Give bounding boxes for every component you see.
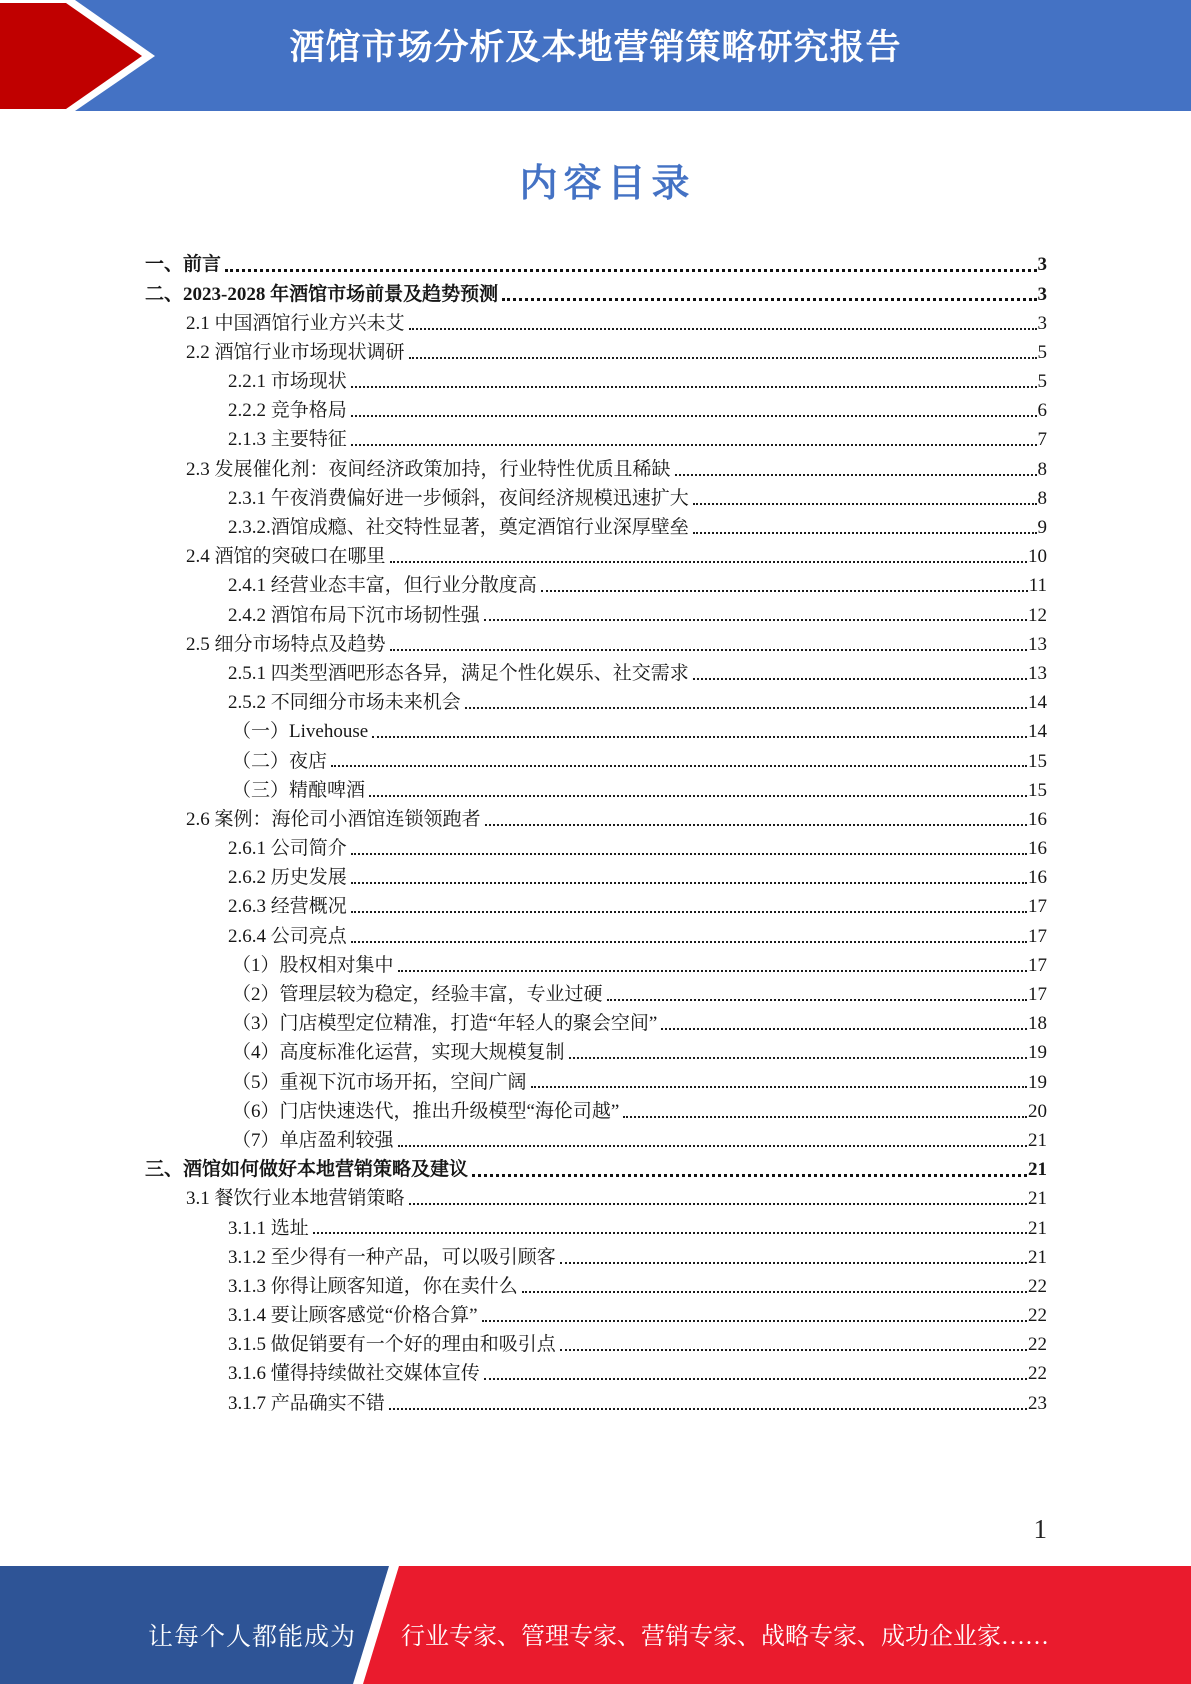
toc-row [0, 597, 1047, 626]
toc-page-number: 13 [1028, 633, 1047, 655]
toc-row [0, 1006, 1047, 1035]
toc-row [0, 656, 1047, 685]
toc-page-number: 21 [1028, 1159, 1047, 1181]
toc-entry-label: 2.2.1 市场现状 [228, 371, 347, 393]
toc-entry-label: （7）单店盈利较强 [232, 1129, 394, 1151]
toc-page-number: 21 [1028, 1188, 1047, 1210]
toc-row [0, 1064, 1047, 1093]
toc-dot-leader [485, 824, 1027, 826]
toc-row [0, 714, 1047, 743]
toc-row [0, 772, 1047, 801]
toc-page-number: 16 [1028, 867, 1047, 889]
toc-row [0, 1385, 1047, 1414]
report-title: 酒馆市场分析及本地营销策略研究报告 [289, 28, 902, 67]
toc-dot-leader [351, 882, 1027, 884]
toc-entry-label: 一、前言 [145, 254, 222, 276]
toc-entry-label: 2.5.2 不同细分市场未来机会 [228, 692, 461, 714]
toc-entry-label: 3.1.4 要让顾客感觉“价格合算” [228, 1305, 478, 1327]
toc-dot-leader [661, 1028, 1027, 1030]
toc-row [0, 860, 1047, 889]
toc-entry-label: 2.2 酒馆行业市场现状调研 [186, 341, 405, 363]
toc-dot-leader [502, 298, 1036, 301]
toc-page-number: 21 [1028, 1129, 1047, 1151]
toc-dot-leader [351, 941, 1027, 943]
toc-row [0, 802, 1047, 831]
toc-row [0, 539, 1047, 568]
toc-row [0, 335, 1047, 364]
toc-row [0, 568, 1047, 597]
toc-row [0, 743, 1047, 772]
toc-dot-leader [484, 619, 1027, 621]
toc-page-number: 17 [1028, 954, 1047, 976]
toc-row [0, 305, 1047, 334]
toc-dot-leader [482, 1320, 1027, 1322]
toc-dot-leader [390, 649, 1027, 651]
toc-entry-label: 2.3.2.酒馆成瘾、社交特性显著，奠定酒馆行业深厚壁垒 [228, 517, 689, 539]
toc-dot-leader [351, 386, 1037, 388]
toc-page-number: 8 [1037, 458, 1047, 480]
toc-page-number: 5 [1037, 371, 1047, 393]
toc-page-number: 19 [1028, 1042, 1047, 1064]
toc-entry-label: 2.6.3 经营概况 [228, 896, 347, 918]
toc-dot-leader [531, 1086, 1027, 1088]
toc-dot-leader [607, 999, 1027, 1001]
toc-page-number: 12 [1028, 604, 1047, 626]
toc-page-number: 17 [1028, 925, 1047, 947]
toc-dot-leader [351, 911, 1027, 913]
toc-entry-label: （三）精酿啤酒 [232, 779, 366, 801]
toc-row [0, 626, 1047, 655]
toc-page-number: 6 [1037, 400, 1047, 422]
toc-dot-leader [389, 1408, 1027, 1410]
toc-entry-label: 2.4.2 酒馆布局下沉市场韧性强 [228, 604, 480, 626]
toc-row [0, 1181, 1047, 1210]
toc-page-number: 20 [1028, 1100, 1047, 1122]
toc-entry-label: 3.1.7 产品确实不错 [228, 1392, 385, 1414]
toc-entry-label: 3.1.5 做促销要有一个好的理由和吸引点 [228, 1334, 556, 1356]
toc-dot-leader [351, 444, 1037, 446]
toc-row [0, 422, 1047, 451]
toc-row [0, 1035, 1047, 1064]
toc-entry-label: 2.5 细分市场特点及趋势 [186, 633, 386, 655]
toc-page-number: 18 [1028, 1013, 1047, 1035]
toc-row [0, 481, 1047, 510]
toc-row [0, 685, 1047, 714]
toc-dot-leader [693, 503, 1037, 505]
toc-row [0, 918, 1047, 947]
toc-page-number: 15 [1028, 779, 1047, 801]
toc-dot-leader [372, 736, 1027, 738]
toc-page-number: 22 [1028, 1305, 1047, 1327]
footer-slogan-right: 行业专家、管理专家、营销专家、战略专家、成功企业家…… [401, 1624, 1049, 1650]
toc-page-number: 17 [1028, 896, 1047, 918]
toc-dot-leader [409, 357, 1037, 359]
toc-dot-leader [331, 765, 1027, 767]
footer [0, 1566, 1191, 1684]
toc-entry-label: （2）管理层较为稳定，经验丰富，专业过硬 [232, 984, 603, 1006]
toc-row [0, 889, 1047, 918]
toc-entry-label: 3.1 餐饮行业本地营销策略 [186, 1188, 405, 1210]
toc-entry-label: 2.3 发展催化剂：夜间经济政策加持，行业特性优质且稀缺 [186, 458, 671, 480]
toc-dot-leader [560, 1262, 1027, 1264]
toc-dot-leader [409, 328, 1037, 330]
toc-row [0, 1239, 1047, 1268]
toc-dot-leader [569, 1057, 1027, 1059]
toc-row [0, 1298, 1047, 1327]
toc-dot-leader [465, 707, 1027, 709]
toc-dot-leader [541, 590, 1028, 592]
toc-page-number: 23 [1028, 1392, 1047, 1414]
toc-page-number: 22 [1028, 1275, 1047, 1297]
toc-row [0, 1356, 1047, 1385]
toc-entry-label: 二、2023-2028 年酒馆市场前景及趋势预测 [145, 283, 499, 305]
toc-row [0, 510, 1047, 539]
toc-entry-label: （1）股权相对集中 [232, 954, 394, 976]
toc-dot-leader [623, 1116, 1027, 1118]
toc-page-number: 14 [1028, 692, 1047, 714]
footer-slogan-left: 让每个人都能成为 [148, 1624, 357, 1651]
toc-row [0, 451, 1047, 480]
toc-entry-label: 2.6 案例：海伦司小酒馆连锁领跑者 [186, 808, 481, 830]
toc-page-number: 3 [1037, 312, 1047, 334]
toc-row [0, 276, 1047, 305]
toc-entry-label: 2.6.2 历史发展 [228, 867, 347, 889]
toc-dot-leader [225, 269, 1036, 272]
toc-page-number: 22 [1028, 1363, 1047, 1385]
toc-dot-leader [313, 1232, 1027, 1234]
toc-entry-label: 3.1.1 选址 [228, 1217, 309, 1239]
toc-row [0, 831, 1047, 860]
toc-entry-label: （一）Livehouse [232, 721, 369, 743]
toc-page-number: 9 [1037, 517, 1047, 539]
toc-dot-leader [369, 795, 1027, 797]
toc-page-number: 17 [1028, 984, 1047, 1006]
toc-row [0, 1152, 1047, 1181]
toc-page-number: 7 [1037, 429, 1047, 451]
toc-row [0, 1093, 1047, 1122]
toc-page-number: 13 [1028, 662, 1047, 684]
toc-entry-label: 2.2.2 竞争格局 [228, 400, 347, 422]
toc-dot-leader [409, 1203, 1027, 1205]
toc-row [0, 1269, 1047, 1298]
toc-page-number: 16 [1028, 808, 1047, 830]
toc-entry-label: 3.1.3 你得让顾客知道，你在卖什么 [228, 1275, 518, 1297]
toc-page-number: 3 [1037, 254, 1047, 276]
toc-entry-label: （6）门店快速迭代，推出升级模型“海伦司越” [232, 1100, 620, 1122]
toc-entry-label: 3.1.6 懂得持续做社交媒体宣传 [228, 1363, 480, 1385]
toc-dot-leader [675, 474, 1037, 476]
toc-entry-label: 三、酒馆如何做好本地营销策略及建议 [145, 1159, 469, 1181]
toc-row [0, 393, 1047, 422]
toc-heading: 内容目录 [519, 163, 696, 205]
toc-dot-leader [351, 853, 1027, 855]
toc-entry-label: 2.1 中国酒馆行业方兴未艾 [186, 312, 405, 334]
toc-entry-label: 2.6.1 公司简介 [228, 838, 347, 860]
toc-page-number: 3 [1037, 283, 1047, 305]
toc-page-number: 8 [1037, 487, 1047, 509]
toc-dot-leader [351, 415, 1037, 417]
toc-page-number: 21 [1028, 1246, 1047, 1268]
toc-dot-leader [693, 678, 1027, 680]
toc-page-number: 10 [1028, 546, 1047, 568]
toc-list [0, 247, 1047, 1415]
toc-row [0, 364, 1047, 393]
toc-row [0, 247, 1047, 276]
toc-dot-leader [560, 1349, 1027, 1351]
toc-row [0, 1327, 1047, 1356]
toc-dot-leader [398, 1145, 1027, 1147]
toc-page-number: 14 [1028, 721, 1047, 743]
toc-page-number: 5 [1037, 341, 1047, 363]
toc-page-number: 15 [1028, 750, 1047, 772]
header-band [0, 0, 1191, 111]
toc-entry-label: （二）夜店 [232, 750, 328, 772]
toc-page-number: 19 [1028, 1071, 1047, 1093]
toc-row [0, 977, 1047, 1006]
toc-dot-leader [398, 970, 1027, 972]
toc-entry-label: （5）重视下沉市场开拓，空间广阔 [232, 1071, 527, 1093]
toc-row [0, 1210, 1047, 1239]
toc-entry-label: 2.3.1 午夜消费偏好进一步倾斜，夜间经济规模迅速扩大 [228, 487, 689, 509]
page-number: 1 [1033, 1514, 1047, 1544]
toc-entry-label: 2.4.1 经营业态丰富，但行业分散度高 [228, 575, 537, 597]
toc-dot-leader [472, 1174, 1027, 1177]
toc-entry-label: 2.5.1 四类型酒吧形态各异，满足个性化娱乐、社交需求 [228, 662, 689, 684]
toc-entry-label: （4）高度标准化运营，实现大规模复制 [232, 1042, 565, 1064]
toc-dot-leader [522, 1291, 1027, 1293]
toc-page-number: 21 [1028, 1217, 1047, 1239]
toc-dot-leader [484, 1378, 1027, 1380]
toc-entry-label: 3.1.2 至少得有一种产品，可以吸引顾客 [228, 1246, 556, 1268]
toc-page-number: 16 [1028, 838, 1047, 860]
toc-row [0, 948, 1047, 977]
toc-entry-label: 2.6.4 公司亮点 [228, 925, 347, 947]
toc-dot-leader [390, 561, 1027, 563]
toc-row [0, 1123, 1047, 1152]
toc-entry-label: （3）门店模型定位精准，打造“年轻人的聚会空间” [232, 1013, 658, 1035]
toc-page-number: 11 [1028, 575, 1047, 597]
toc-entry-label: 2.4 酒馆的突破口在哪里 [186, 546, 386, 568]
toc-entry-label: 2.1.3 主要特征 [228, 429, 347, 451]
toc-page-number: 22 [1028, 1334, 1047, 1356]
toc-dot-leader [693, 532, 1037, 534]
